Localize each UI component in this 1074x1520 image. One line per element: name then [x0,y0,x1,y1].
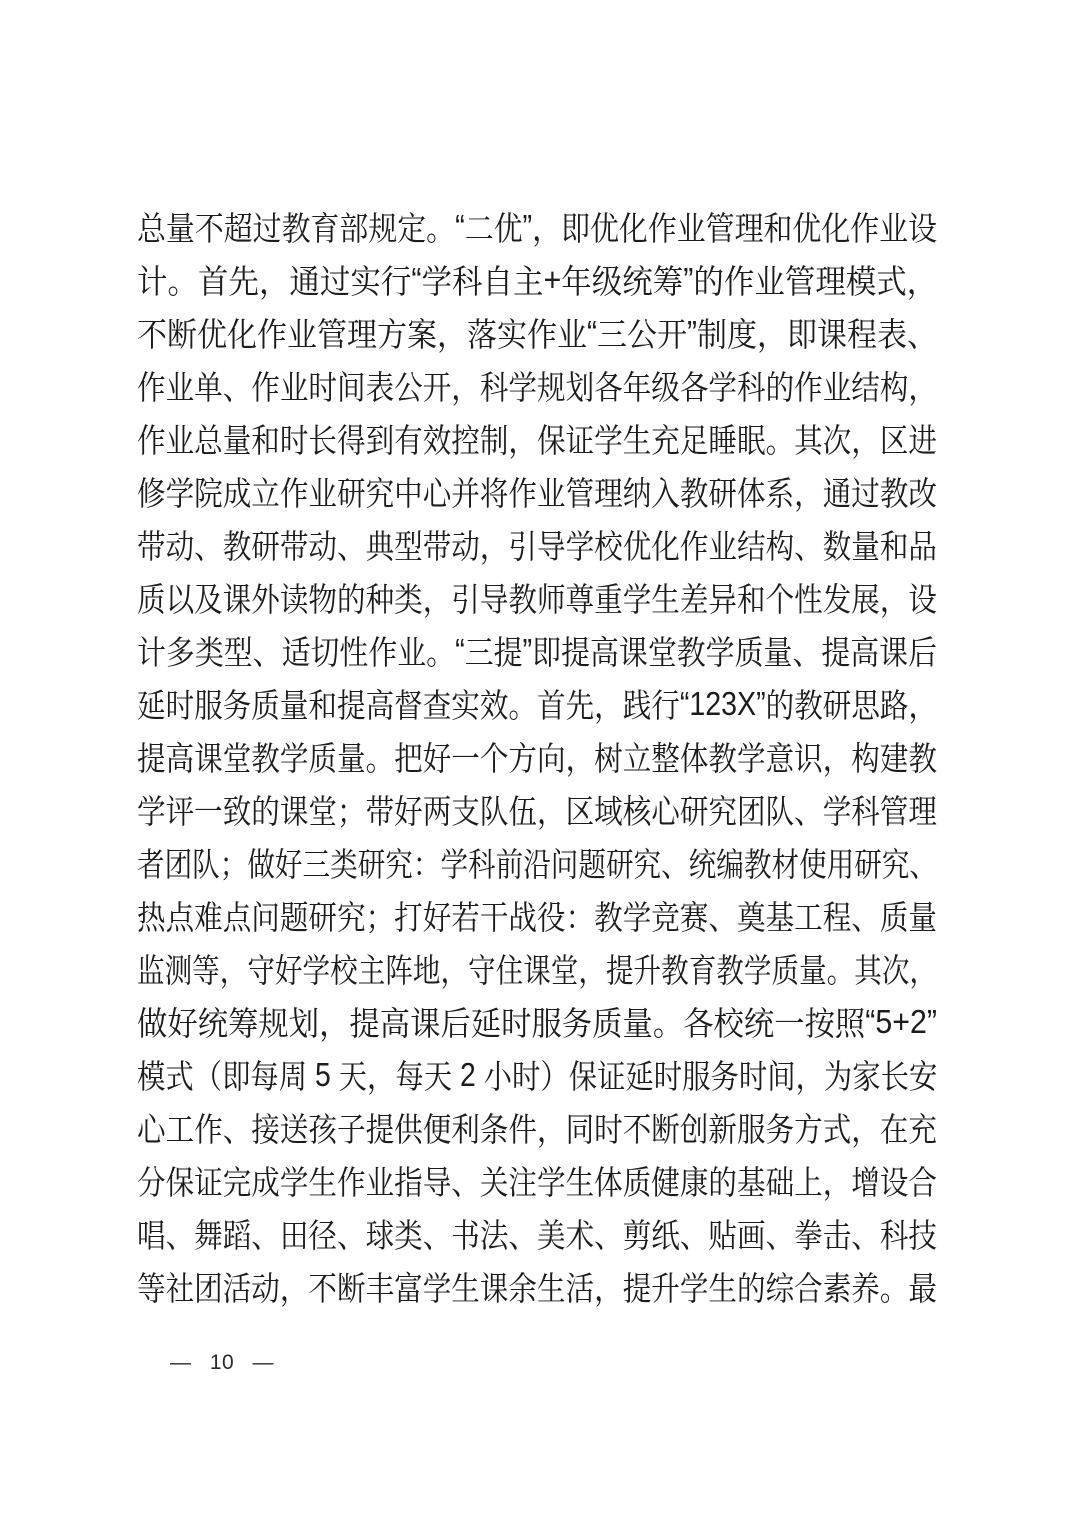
text-line: 唱 、 舞 蹈 、 田 径 、 球 类 、 书 法 、 美 术 、 剪 纸 、 贴 画 、 拳 击 、 科 技 [137,1217,937,1254]
text-line: 作 业 总 量 和 时 长 得 到 有 效 控 制 ， 保 证 学 生 充 足 睡 眠 。 其 次 ， 区 进 [137,422,937,459]
text-line: 修 学 院 成 立 作 业 研 究 中 心 并 将 作 业 管 理 纳 入 教 研 体 系 ， 通 过 教 改 [137,475,937,512]
text-line: 学 评 一 致 的 课 堂 ； 带 好 两 支 队 伍 ， 区 域 核 心 研 究 团 队 、 学 科 管 理 [137,793,937,830]
text-line: 总 量 不 超 过 教 育 部 规 定 。 “ 二 优 ” ， 即 优 化 作 业 管 理 和 优 化 作 业 设 [137,207,937,247]
text-line: 模 式 （ 即 每 周 5 天 ， 每 天 2 小 时 ） 保 证 延 时 服 务 时 间 ， 为 家 长 安 [137,1055,938,1095]
text-line: 心 工 作 、 接 送 孩 子 提 供 便 利 条 件 ， 同 时 不 断 创 新 服 务 方 式 ， 在 充 [137,1111,937,1148]
text-line: 等 社 团 活 动 ， 不 断 丰 富 学 生 课 余 生 活 ， 提 升 学 生 的 综 合 素 养 。 最 [137,1270,937,1307]
text-line: 监 测 等 ， 守 好 学 校 主 阵 地 ， 守 住 课 堂 ， 提 升 教 育 教 学 质 量 。 其 次 ， [137,952,937,989]
text-line: 不 断 优 化 作 业 管 理 方 案 ， 落 实 作 业 “ 三 公 开 ” 制 度 ， 即 课 程 表 、 [137,313,937,353]
text-line: 带 动 、 教 研 带 动 、 典 型 带 动 ， 引 导 学 校 优 化 作 业 结 构 、 数 量 和 品 [137,528,937,565]
text-line: 热 点 难 点 问 题 研 究 ； 打 好 若 干 战 役 ： 教 学 竞 赛 、 奠 基 工 程 、 质 量 [137,899,937,936]
text-line: 作 业 单 、 作 业 时 间 表 公 开 ， 科 学 规 划 各 年 级 各 学 科 的 作 业 结 构 ， [137,369,937,406]
page-number-footer: — 10 — [170,1351,275,1374]
text-line: 延 时 服 务 质 量 和 提 高 督 查 实 效 。 首 先 ， 践 行 “ 123X ” 的 教 研 思 路 ， [137,684,938,724]
text-line: 者 团 队 ； 做 好 三 类 研 究 ： 学 科 前 沿 问 题 研 究 、 统 编 教 材 使 用 研 究 、 [137,846,937,883]
text-line: 提 高 课 堂 教 学 质 量 。 把 好 一 个 方 向 ， 树 立 整 体 教 学 意 识 ， 构 建 教 [137,740,937,777]
text-line: 计 。 首 先 ， 通 过 实 行 “ 学 科 自 主 + 年 级 统 筹 ” 的 作 业 管 理 模 式 ， [137,260,938,300]
text-line: 分 保 证 完 成 学 生 作 业 指 导 、 关 注 学 生 体 质 健 康 的 基 础 上 ， 增 设 合 [137,1164,937,1201]
text-line: 做 好 统 筹 规 划 ， 提 高 课 后 延 时 服 务 质 量 。 各 校 统 一 按 照 “ 5+2 ” [137,1002,937,1042]
text-line: 质 以 及 课 外 读 物 的 种 类 ， 引 导 教 师 尊 重 学 生 差 异 和 个 性 发 展 ， 设 [137,581,937,618]
text-line: 计 多 类 型 、 适 切 性 作 业 。 “ 三 提 ” 即 提 高 课 堂 教 学 质 量 、 提 高 课 后 [137,631,937,671]
body-text-block [137,200,937,1313]
